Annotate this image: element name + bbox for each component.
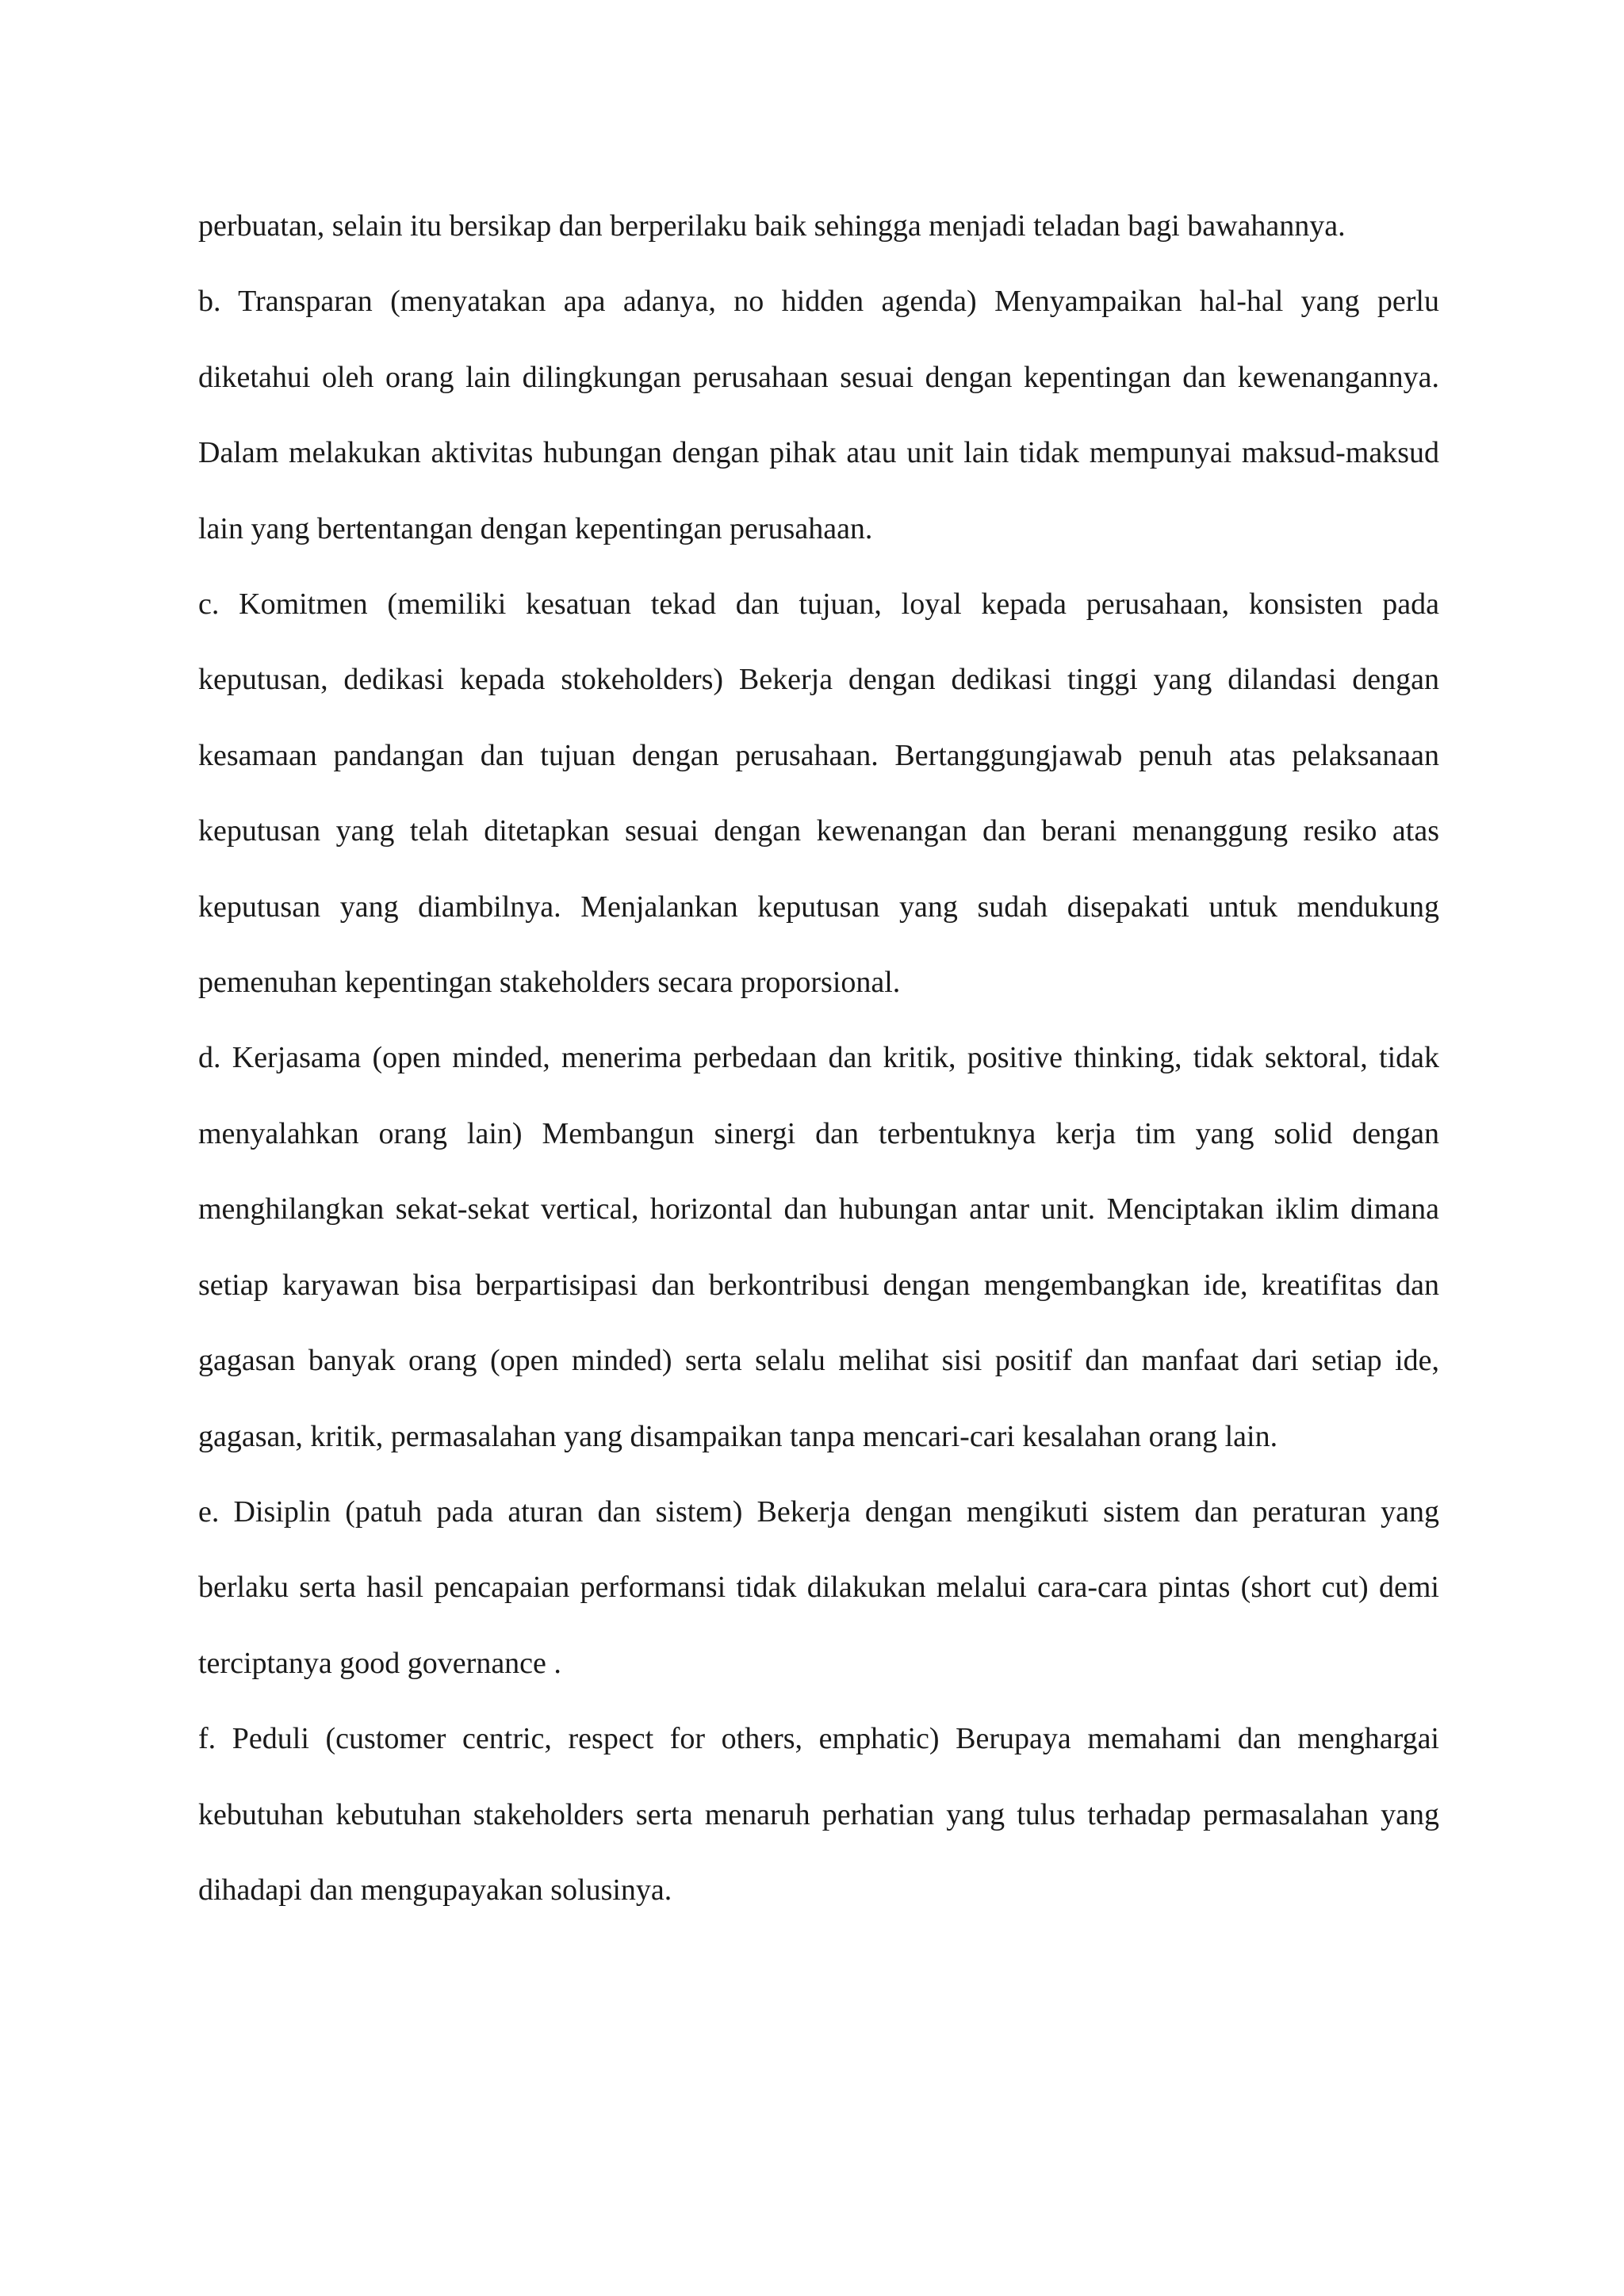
paragraph-b-transparan: b. Transparan (menyatakan apa adanya, no hidden agenda) Menyampaikan hal-hal yang perlu diketahui oleh orang lain dilingkungan perusahaan sesuai dengan kepentingan dan kewenangannya. Dalam melakukan aktivitas hubungan dengan pihak atau unit lain tidak mempunyai maksud-maksud lain yang bertentangan dengan kepentingan perusahaan.: [198, 285, 1439, 545]
paragraph-d-kerjasama: d. Kerjasama (open minded, menerima perbedaan dan kritik, positive thinking, tidak sektoral, tidak menyalahkan orang lain) Membangun sinergi dan terbentuknya kerja tim yang solid dengan menghilangkan sekat-sekat vertical, horizontal dan hubungan antar unit. Menciptakan iklim dimana setiap karyawan bisa berpartisipasi dan berkontribusi dengan mengembangkan ide, kreatifitas dan gagasan banyak orang (open minded) serta selalu melihat sisi positif dan manfaat dari setiap ide, gagasan, kritik, permasalahan yang disampaikan tanpa mencari-cari kesalahan orang lain.: [198, 1041, 1439, 1453]
paragraph-e-disiplin: e. Disiplin (patuh pada aturan dan sistem) Bekerja dengan mengikuti sistem dan peraturan yang berlaku serta hasil pencapaian performansi tidak dilakukan melalui cara-cara pintas (short cut) demi terciptanya good governance .: [198, 1494, 1439, 1680]
document-body: [198, 189, 1439, 1928]
paragraph-f-peduli: f. Peduli (customer centric, respect for others, emphatic) Berupaya memahami dan menghargai kebutuhan kebutuhan stakeholders serta menaruh perhatian yang tulus terhadap permasalahan yang dihadapi dan mengupayakan solusinya.: [198, 1722, 1439, 1907]
paragraph-c-komitmen: c. Komitmen (memiliki kesatuan tekad dan tujuan, loyal kepada perusahaan, konsisten pada keputusan, dedikasi kepada stokeholders) Bekerja dengan dedikasi tinggi yang dilandasi dengan kesamaan pandangan dan tujuan dengan perusahaan. Bertanggungjawab penuh atas pelaksanaan keputusan yang telah ditetapkan sesuai dengan kewenangan dan berani menanggung resiko atas keputusan yang diambilnya. Menjalankan keputusan yang sudah disepakati untuk mendukung pemenuhan kepentingan stakeholders secara proporsional.: [198, 587, 1439, 1000]
paragraph-continuation: perbuatan, selain itu bersikap dan berperilaku baik sehingga menjadi teladan bagi bawahannya.: [198, 209, 1346, 243]
